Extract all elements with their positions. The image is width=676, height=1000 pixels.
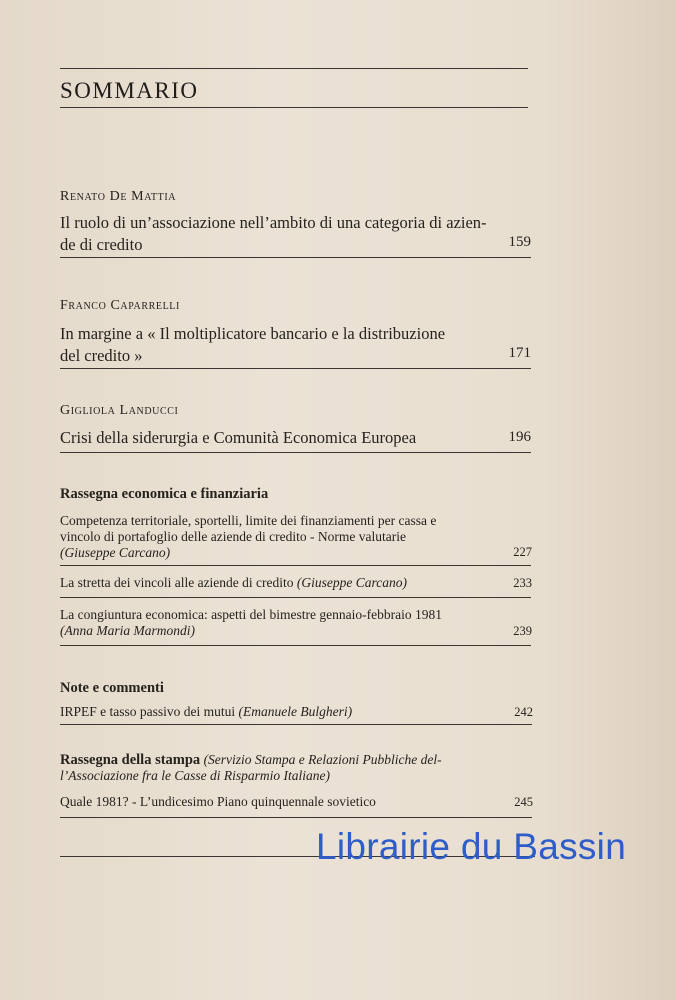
item-line: vincolo di portafoglio delle aziende di credito - Norme valutarie xyxy=(60,529,406,544)
list-item xyxy=(60,607,490,639)
entry-rule xyxy=(60,257,531,258)
item-author: (Emanuele Bulgheri) xyxy=(238,704,353,719)
item-page: 245 xyxy=(514,795,533,809)
article-title xyxy=(60,323,530,367)
entry-rule xyxy=(60,565,531,566)
page-title: SOMMARIO xyxy=(60,78,199,103)
article-title-line: del credito » xyxy=(60,346,143,365)
article-title: Crisi della siderurgia e Comunità Economica Europea xyxy=(60,428,417,447)
entry-rule xyxy=(60,597,531,598)
item-author: (Giuseppe Carcano) xyxy=(296,575,408,590)
item-author: (Giuseppe Carcano) xyxy=(60,545,171,560)
watermark-text: Librairie du Bassin xyxy=(316,826,627,867)
entry-rule xyxy=(60,724,532,725)
article-title-line: de di credito xyxy=(60,235,143,254)
article-author: Renato De Mattia xyxy=(60,189,177,204)
section-heading: Rassegna della stampa xyxy=(60,752,201,768)
article-page: 196 xyxy=(508,429,531,445)
item-title: IRPEF e tasso passivo dei mutui xyxy=(60,704,236,719)
list-item xyxy=(60,513,490,561)
article-title xyxy=(60,212,530,256)
title-rule xyxy=(60,107,528,108)
article-title-line: In margine a « Il moltiplicatore bancario e la distribuzione xyxy=(60,324,446,343)
article-author: Gigliola Landucci xyxy=(60,403,179,418)
entry-rule xyxy=(60,645,531,646)
top-rule xyxy=(60,68,528,69)
section-heading: Rassegna economica e finanziaria xyxy=(60,486,269,502)
item-line: La congiuntura economica: aspetti del bimestre gennaio-febbraio 1981 xyxy=(60,607,442,622)
list-item: Quale 1981? - L’undicesimo Piano quinquennale sovietico xyxy=(60,794,376,809)
press-review-heading xyxy=(60,752,500,784)
entry-rule xyxy=(60,817,532,818)
item-page: 242 xyxy=(514,705,533,719)
section-heading: Note e commenti xyxy=(60,680,164,696)
item-page: 233 xyxy=(513,576,532,590)
item-title: La stretta dei vincoli alle aziende di credito xyxy=(60,575,294,590)
entry-rule xyxy=(60,452,531,453)
article-page: 171 xyxy=(508,345,531,361)
section-subtitle: (Servizio Stampa e Relazioni Pubbliche del- xyxy=(203,752,442,767)
item-author: (Anna Maria Marmondi) xyxy=(60,623,195,638)
article-author: Franco Caparrelli xyxy=(60,298,180,313)
entry-rule xyxy=(60,368,531,369)
item-line: Competenza territoriale, sportelli, limite dei finanziamenti per cassa e xyxy=(60,513,437,528)
list-item xyxy=(60,704,490,720)
item-page: 227 xyxy=(513,545,532,559)
list-item xyxy=(60,575,490,591)
item-page: 239 xyxy=(513,624,532,638)
article-title-line: Il ruolo di un’associazione nell’ambito di una categoria di azien- xyxy=(60,213,487,232)
article-page: 159 xyxy=(508,234,531,250)
section-subtitle: l’Associazione fra le Casse di Risparmio Italiane) xyxy=(60,768,330,783)
